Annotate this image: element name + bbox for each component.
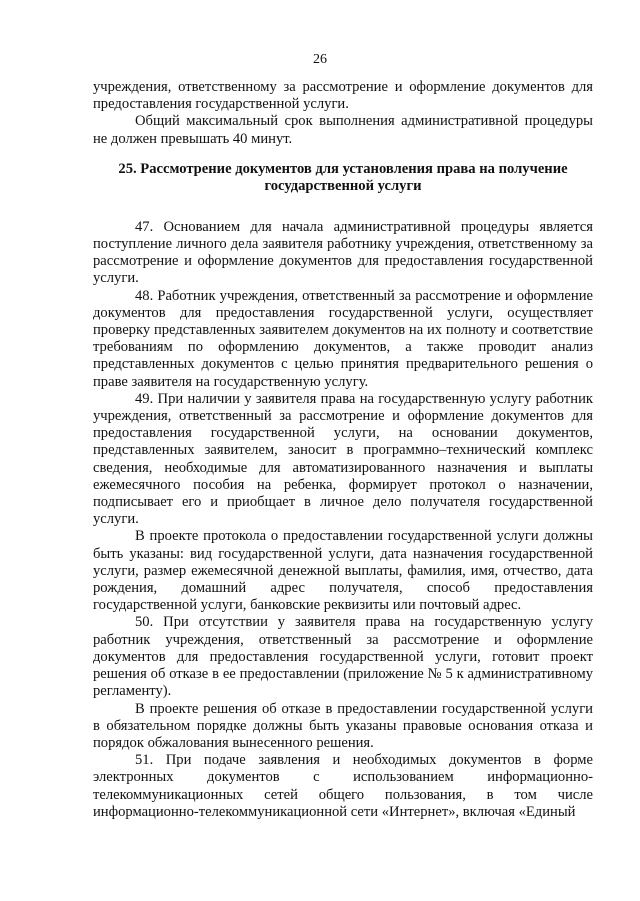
page-number: 26 <box>313 52 327 67</box>
paragraph-continuation: учреждения, ответственному за рассмотрение и оформление документов для предоставления государственной услуги. <box>93 79 593 113</box>
page-content <box>93 79 593 821</box>
section-heading: 25. Рассмотрение документов для установления права на получение государственной услуги <box>118 160 568 194</box>
paragraph-50: 50. При отсутствии у заявителя права на государственную услугу работник учреждения, ответственный за рассмотрение и оформление документов для предоставления государственной услуги, готовит проект решения об отказе в ее предоставлении (приложение № 5 к административному регламенту). <box>93 614 593 700</box>
paragraph-49: 49. При наличии у заявителя права на государственную услугу работник учреждения, ответственный за рассмотрение и оформление документов для предоставления государственной услуги, на основании документов, представленных заявителем, заносит в программно–технический комплекс сведения, необходимые для автоматизированного назначения и выплаты ежемесячного пособия на ребенка, формирует протокол о назначении, подписывает его и приобщает в личное дело получателя государственной услуги. <box>93 390 593 528</box>
paragraph-49-protocol: В проекте протокола о предоставлении государственной услуги должны быть указаны: вид государственной услуги, дата назначения государственной услуги, размер ежемесячной денежной выплаты, фамилия, имя, отчество, дата рождения, домашний адрес получателя, способ предоставления государственной услуги, банковские реквизиты или почтовый адрес. <box>93 528 593 614</box>
paragraph-51: 51. При подаче заявления и необходимых документов в форме электронных документов с использованием информационно-телекоммуникационных сетей общего пользования, в том числе информационно-телекоммуникационной сети «Интернет», включая «Единый <box>93 752 593 820</box>
paragraph-total-time: Общий максимальный срок выполнения административной процедуры не должен превышать 40 минут. <box>93 113 593 147</box>
paragraph-47: 47. Основанием для начала административной процедуры является поступление личного дела заявителя работнику учреждения, ответственному за рассмотрение и оформление документов для предоставления государственной услуги. <box>93 218 593 287</box>
paragraph-50-refusal: В проекте решения об отказе в предоставлении государственной услуги в обязательном порядке должны быть указаны правовые основания отказа и порядок обжалования вынесенного решения. <box>93 700 593 751</box>
paragraph-48: 48. Работник учреждения, ответственный за рассмотрение и оформление документов для предоставления государственной услуги, осуществляет проверку представленных заявителем документов на их полноту и соответствие требованиям по оформлению документов, а также проводит анализ представленных документов с целью принятия предварительного решения о праве заявителя на государственную услугу. <box>93 287 593 390</box>
